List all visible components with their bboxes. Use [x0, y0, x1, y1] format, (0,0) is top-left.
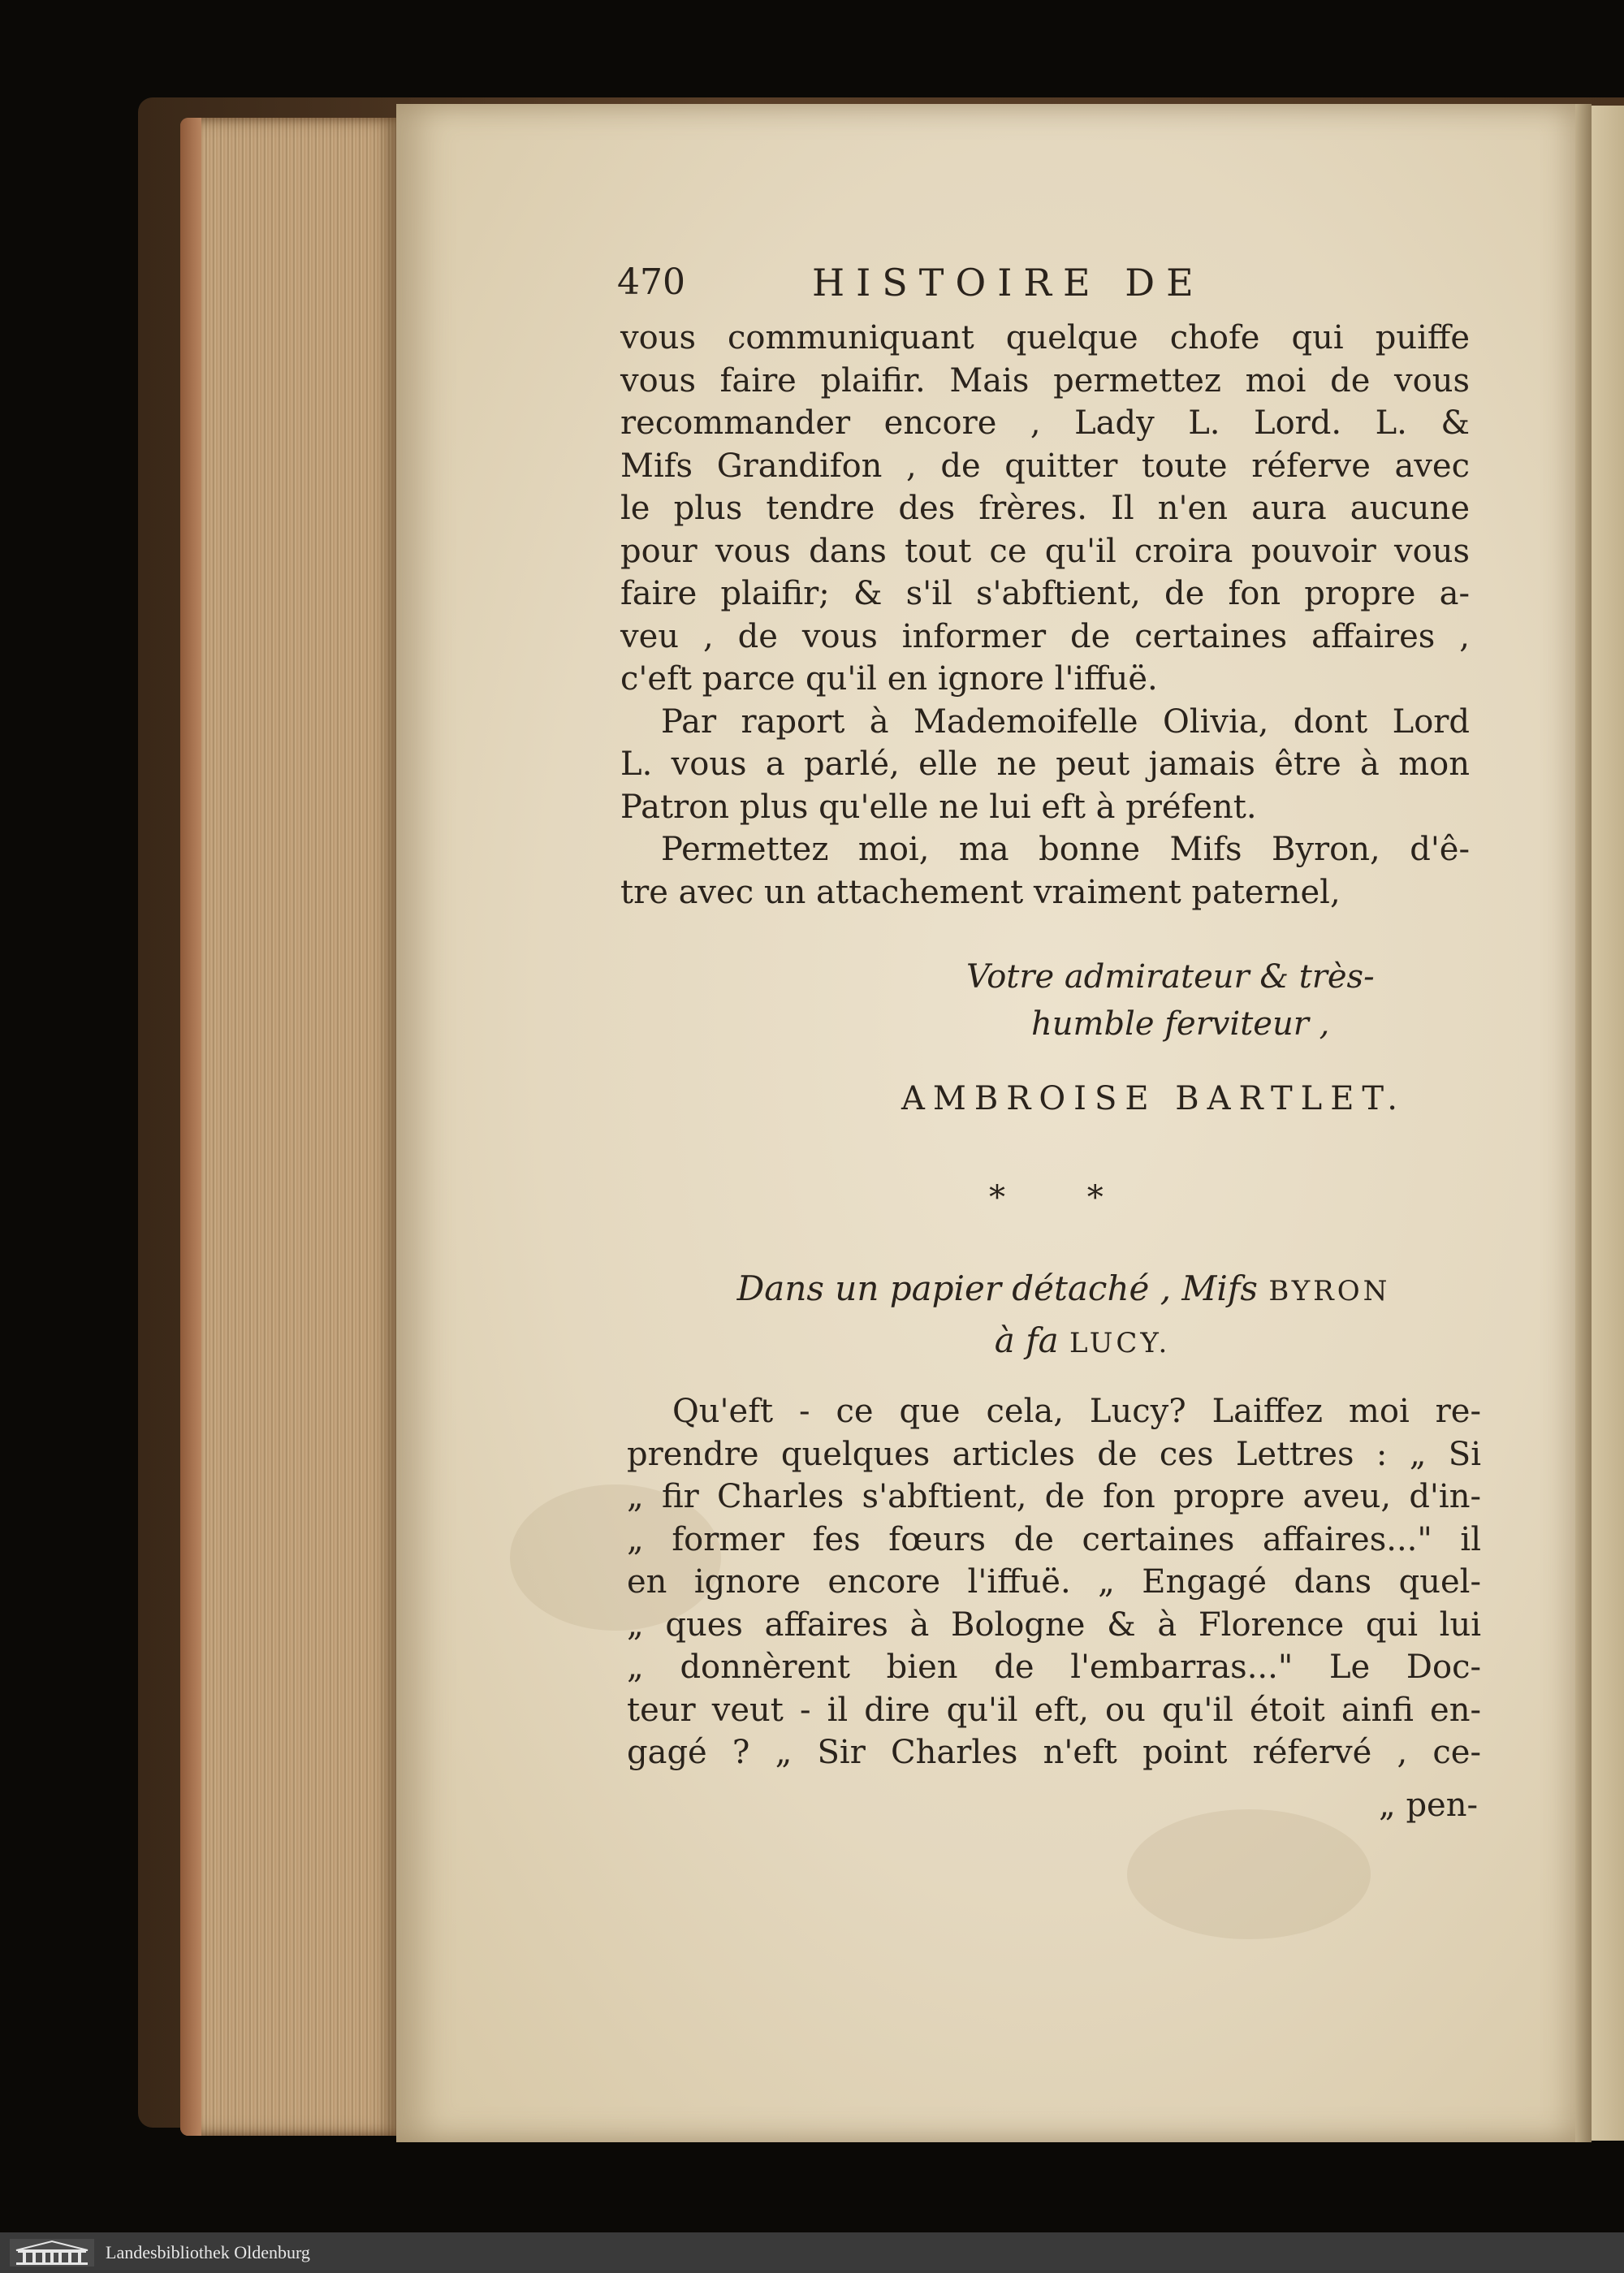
text-line: faire plaifir; & s'il s'abftient, de fon propre a-: [620, 575, 1470, 612]
heading-name: LUCY.: [1069, 1327, 1171, 1359]
text-line: tre avec un attachement vraiment paternel,: [620, 873, 1341, 911]
text-line: recommander encore , Lady L. Lord. L. &: [620, 404, 1470, 442]
signature: AMBROISE BARTLET.: [901, 1080, 1406, 1117]
page-number: 470: [617, 261, 685, 303]
text-line: Patron plus qu'elle ne lui eft à préfent.: [620, 788, 1257, 826]
running-title: HISTOIRE DE: [812, 261, 1205, 305]
text-line: en ignore encore l'iffuë. „ Engagé dans quel-: [627, 1563, 1481, 1601]
text-line: „ former fes fœurs de certaines affaires..." il: [627, 1520, 1481, 1558]
text-line: prendre quelques articles de ces Lettres : „ Si: [627, 1435, 1481, 1473]
text-line: gagé ? „ Sir Charles n'eft point réfervé , ce-: [627, 1734, 1481, 1771]
text-line: Mifs Grandifon , de quitter toute réferve avec: [620, 447, 1470, 485]
text-line: teur veut - il dire qu'il eft, ou qu'il étoit ainfi en-: [627, 1691, 1481, 1729]
text-line: vous communiquant quelque chofe qui puiffe: [620, 319, 1470, 357]
second-body: [627, 1390, 1481, 1774]
closing-line: humble ferviteur ,: [1031, 1005, 1330, 1043]
text-line: Qu'eft - ce que cela, Lucy? Laiffez moi re-: [672, 1393, 1481, 1430]
library-building-icon: [10, 2239, 94, 2267]
heading-line: [620, 1315, 1470, 1367]
page-gutter: [1575, 104, 1592, 2142]
catchword: „ pen-: [1379, 1787, 1478, 1824]
text-line: vous faire plaifir. Mais permettez moi de vous: [620, 361, 1470, 400]
heading-name: BYRON: [1268, 1275, 1391, 1307]
text-line: „ donnèrent bien de l'embarras..." Le Doc-: [627, 1649, 1481, 1686]
footer-bar: [0, 2232, 1624, 2273]
text-line: le plus tendre des frères. Il n'en aura aucune: [620, 490, 1470, 527]
text-line: c'eft parce qu'il en ignore l'iffuë.: [620, 660, 1158, 698]
heading-line: [620, 1263, 1470, 1315]
closing-line: Votre admirateur & très-: [966, 958, 1375, 996]
heading-italic: à fa: [994, 1320, 1059, 1360]
text-line: L. vous a parlé, elle ne peut jamais être à mon: [620, 745, 1470, 783]
section-heading: [620, 1263, 1470, 1367]
text-line: Par raport à Mademoifelle Olivia, dont Lord: [661, 702, 1470, 741]
running-header: [617, 258, 1470, 307]
text-line: Permettez moi, ma bonne Mifs Byron, d'ê-: [661, 831, 1470, 868]
letter-body: [620, 317, 1470, 914]
page-stain: [1127, 1809, 1371, 1939]
library-name: Landesbibliothek Oldenburg: [106, 2242, 310, 2262]
ornament-asterisks: * *: [989, 1179, 1139, 1216]
heading-italic: Dans un papier détaché , Mifs: [736, 1268, 1258, 1308]
text-line: pour vous dans tout ce qu'il croira pouvoir vous: [620, 532, 1470, 570]
text-line: veu , de vous informer de certaines affaires ,: [620, 617, 1470, 655]
text-line: „ fir Charles s'abftient, de fon propre aveu, d'in-: [627, 1478, 1481, 1515]
text-line: „ ques affaires à Bologne & à Florence qui lui: [627, 1605, 1481, 1644]
page-fore-edge: [180, 118, 400, 2136]
next-page-edge: [1592, 106, 1624, 2141]
